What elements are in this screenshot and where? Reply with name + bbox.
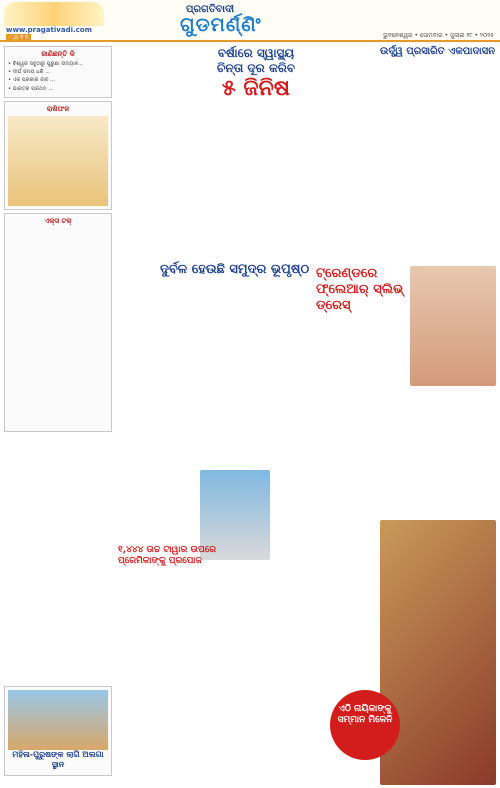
tower-headline: ୧,୪୪୪ ଉଚ୍ଚ ଟାୱାର ଉପରେ ପ୍ରେମିକାଙ୍କୁ ପ୍ରପୋଜ bbox=[118, 545, 217, 566]
model-photo bbox=[410, 266, 496, 386]
masthead bbox=[0, 0, 500, 42]
health-count: ୫ ଜିନିଷ bbox=[222, 76, 290, 101]
yoga-headline: ଉର୍ଦ୍ଧ୍ୱ ପ୍ରସାରିତ ଏକପାଦାସନ bbox=[380, 46, 496, 57]
women-space-title: ମହିଳା-ପୁରୁଷଙ୍କ ଲାଗି ଅଲଗା ସ୍ଥାନ bbox=[12, 750, 104, 769]
facts-box bbox=[4, 46, 112, 98]
xtalk-content bbox=[8, 228, 108, 428]
facts-title: ଜାଣିଛନ୍ତି କି bbox=[41, 50, 75, 58]
fact-item: • ବିଶ୍ୱର ସବୁଠାରୁ ପୁରୁଣା ଉଦ୍ୟାନ... bbox=[8, 61, 84, 67]
section-title: ଗୁଡମର୍ଣ୍ଣିଂ bbox=[180, 14, 262, 36]
left-column bbox=[4, 46, 112, 786]
trend-headline: ଟ୍ରେଣ୍ଡରେ ଫ୍ଲେଆର୍ ସ୍ଲିଭ୍ ଡ୍ରେସ୍ bbox=[316, 266, 404, 313]
actress-headline: ଏଠି ନାୟିକାଙ୍କୁ ସମ୍ମାନ ମିଳେନି bbox=[330, 690, 400, 760]
xtalk-title: ଏକ୍ସ ଟକ୍ bbox=[44, 216, 72, 225]
yoga-sunrise-graphic bbox=[4, 2, 104, 26]
horoscope-box bbox=[4, 101, 112, 210]
fact-item: • ଦୀର୍ଘ ସମୟ ଧରି ... bbox=[8, 69, 51, 76]
city-photo bbox=[8, 690, 108, 750]
krishna-illustration bbox=[8, 116, 108, 206]
edition-date: ଭୁବନେଶ୍ୱର • ସୋମବାର • ଜୁଲାଇ ୨୮ • ୨୦୨୫ bbox=[383, 32, 494, 39]
yoga-article bbox=[380, 46, 496, 60]
health-article bbox=[116, 46, 306, 101]
page-number: ୍ଥ ୧ ୨ bbox=[6, 34, 31, 42]
newspaper-brand: ପ୍ରଗତିବାଦୀ bbox=[186, 4, 235, 15]
actress-photo bbox=[380, 520, 496, 785]
fact-item: • ଏକ ପ୍ରକାର ଜୀବ ... bbox=[8, 77, 56, 84]
fact-item: • ଭାରତର ପ୍ରଥମ ... bbox=[8, 85, 54, 92]
sea-headline: ଦୁର୍ବଳ ହେଉଛି ସମୁଦ୍ର ଭୂପୃଷ୍ଠ bbox=[160, 262, 310, 277]
site-url[interactable]: www.pragativadi.com bbox=[6, 26, 92, 34]
horoscope-title: ରାଶିଫଳ bbox=[46, 104, 70, 113]
health-headline: ବର୍ଷାରେ ସ୍ୱାସ୍ଥ୍ୟ ଚିନ୍ତା ଦୂର କରିବ bbox=[216, 46, 296, 75]
xtalk-box bbox=[4, 213, 112, 432]
women-space-box bbox=[4, 686, 112, 776]
